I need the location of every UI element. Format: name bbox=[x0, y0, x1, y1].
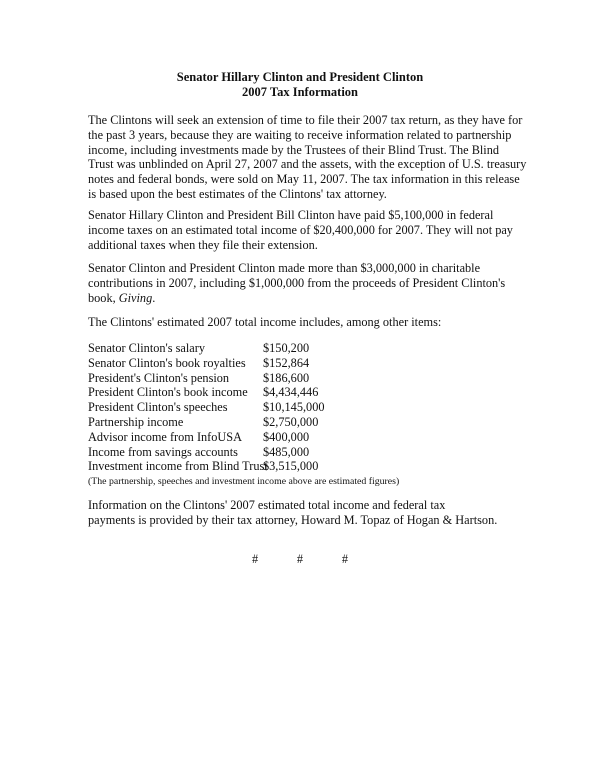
income-label: President's Clinton's pension bbox=[88, 370, 230, 385]
income-amount: $2,750,000 bbox=[263, 414, 319, 429]
income-amount: $186,600 bbox=[263, 370, 310, 385]
book-title: Giving bbox=[118, 290, 153, 305]
document-title bbox=[0, 70, 600, 100]
paragraph-line: contributions in 2007, including $1,000,000 from the proceeds of President Clinton's bbox=[88, 275, 506, 290]
income-label: President Clinton's speeches bbox=[88, 400, 228, 415]
income-amount: $150,200 bbox=[263, 341, 310, 355]
paragraph-line: payments is provided by their tax attorney, Howard M. Topaz of Hogan & Hartson. bbox=[88, 512, 498, 527]
income-label: Advisor income from InfoUSA bbox=[88, 429, 243, 444]
paragraph-line: The Clintons will seek an extension of time to file their 2007 tax return, as they have for bbox=[88, 113, 523, 127]
end-mark: # bbox=[296, 552, 304, 566]
income-label: Income from savings accounts bbox=[88, 444, 238, 459]
closing-paragraph bbox=[88, 498, 528, 528]
paragraph-line: income taxes on an estimated total income of $20,400,000 for 2007. They will not pay bbox=[88, 222, 513, 237]
income-row bbox=[88, 356, 324, 371]
end-mark: # bbox=[252, 552, 259, 566]
income-amount: $4,434,446 bbox=[263, 385, 319, 400]
income-amount: $485,000 bbox=[263, 444, 310, 459]
income-row bbox=[88, 459, 324, 474]
extension-paragraph bbox=[88, 113, 528, 202]
income-row bbox=[88, 430, 324, 445]
income-label: Senator Clinton's book royalties bbox=[88, 355, 246, 370]
paragraph-line: is based upon the best estimates of the Clintons' tax attorney. bbox=[88, 186, 387, 201]
income-intro bbox=[88, 315, 528, 330]
income-row bbox=[88, 415, 324, 430]
income-row bbox=[88, 385, 324, 400]
footnote: (The partnership, speeches and investment income above are estimated figures) bbox=[88, 476, 400, 487]
paragraph-line: notes and federal bonds, were sold on May 11, 2007. The tax information in this release bbox=[88, 172, 520, 187]
title-line-2: 2007 Tax Information bbox=[242, 85, 358, 99]
income-label: President Clinton's book income bbox=[88, 385, 248, 400]
income-table bbox=[88, 341, 324, 474]
end-marks bbox=[252, 552, 348, 567]
charity-paragraph bbox=[88, 261, 528, 305]
income-row bbox=[88, 400, 324, 415]
income-label: Senator Clinton's salary bbox=[88, 341, 205, 355]
income-amount: $152,864 bbox=[263, 355, 310, 370]
taxes-paragraph bbox=[88, 208, 528, 252]
paragraph-line: The Clintons' estimated 2007 total income includes, among other items: bbox=[88, 315, 442, 329]
income-row bbox=[88, 371, 324, 386]
income-row bbox=[88, 445, 324, 460]
paragraph-line: Senator Hillary Clinton and President Bill Clinton have paid $5,100,000 in federal bbox=[88, 208, 494, 222]
paragraph-line: Trust was unblinded on April 27, 2007 and the assets, with the exception of U.S. treasury bbox=[88, 157, 527, 172]
income-label: Investment income from Blind Trust bbox=[88, 459, 268, 474]
end-mark: # bbox=[341, 552, 348, 566]
income-label: Partnership income bbox=[88, 414, 184, 429]
income-row bbox=[88, 341, 324, 356]
income-amount: $3,515,000 bbox=[263, 459, 319, 474]
book-prefix: book, bbox=[88, 290, 119, 305]
income-amount: $400,000 bbox=[263, 429, 310, 444]
paragraph-line: Information on the Clintons' 2007 estimated total income and federal tax bbox=[88, 498, 446, 512]
paragraph-line: the past 3 years, because they are waiting to receive information related to partnership bbox=[88, 127, 512, 142]
income-amount: $10,145,000 bbox=[263, 400, 325, 415]
paragraph-line bbox=[88, 291, 528, 306]
book-suffix: . bbox=[152, 290, 156, 305]
title-line-1: Senator Hillary Clinton and President Clinton bbox=[176, 70, 424, 84]
paragraph-line: additional taxes when they file their extension. bbox=[88, 237, 318, 252]
paragraph-line: income, including investments made by the Trustees of their Blind Trust. The Blind bbox=[88, 142, 500, 157]
paragraph-line: Senator Clinton and President Clinton made more than $3,000,000 in charitable bbox=[88, 261, 481, 275]
